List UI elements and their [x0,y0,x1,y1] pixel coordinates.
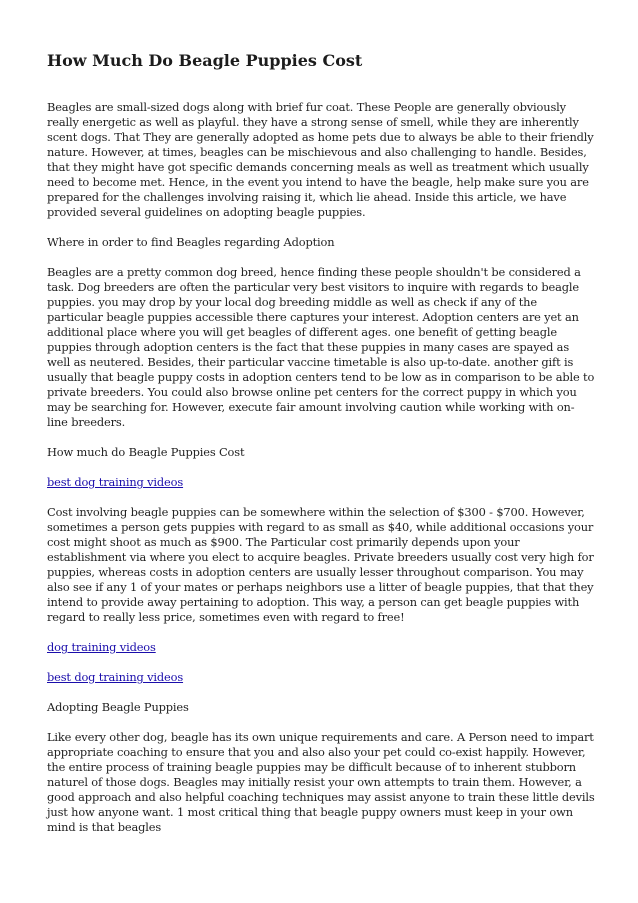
section-heading-adoption: Where in order to find Beagles regarding Adoption [47,235,335,249]
adopting-paragraph: Like every other dog, beagle has its own unique requirements and care. A Person need to impart appropriate coaching to ensure that you and also also your pet could co-exist happily. However, the entire process of training beagle puppies may be difficult because of to inherent stubborn naturel of those dogs. Beagles may initially resist your own attempts to train them. However, a good approach and also helpful coaching techniques may assist anyone to train these little devils just how anyone want. 1 most critical thing that beagle puppy owners must keep in your own mind is that beagles [47,730,595,834]
intro-paragraph: Beagles are small-sized dogs along with brief fur coat. These People are generally obviously really energetic as well as playful. they have a strong sense of smell, while they are inherently scent dogs. That They are generally adopted as home pets due to always be able to their friendly nature. However, at times, beagles can be mischievous and also challenging to handle. Besides, that they might have got specific demands concerning meals as well as treatment which usually need to become met. Hence, in the event you intend to have the beagle, help make sure you are prepared for the challenges involving raising it, which lie ahead. Inside this article, we have provided several guidelines on adopting beagle puppies. [47,100,594,219]
section-heading-cost: How much do Beagle Puppies Cost [47,445,245,459]
dog-training-videos-link[interactable]: dog training videos [47,640,156,654]
best-dog-training-videos-link[interactable]: best dog training videos [47,475,184,489]
section-heading-adopting: Adopting Beagle Puppies [47,700,189,714]
adoption-paragraph: Beagles are a pretty common dog breed, hence finding these people shouldn't be considered a task. Dog breeders are often the particular very best visitors to inquire with regards to beagle puppies. you may drop by your local dog breeding middle as well as check if any of the particular beagle puppies accessible there captures your interest. Adoption centers are yet an additional place where you will get beagles of different ages. one benefit of getting beagle puppies through adoption centers is the fact that these puppies in many cases are spayed as well as neutered. Besides, their particular vaccine timetable is also up-to-date. another gift is usually that beagle puppy costs in adoption centers tend to be low as in comparison to be able to private breeders. You could also browse online pet centers for the correct puppy in which you may be searching for. However, execute fair amount involving caution while working with on-line breeders. [47,265,595,429]
page-title: How Much Do Beagle Puppies Cost [47,51,363,70]
document-body [47,50,595,850]
best-dog-training-videos-link-2[interactable]: best dog training videos [47,670,184,684]
cost-paragraph: Cost involving beagle puppies can be somewhere within the selection of $300 - $700. However, sometimes a person gets puppies with regard to as small as $40, while additional occasions your cost might shoot as much as $900. The Particular cost primarily depends upon your establishment via where you elect to acquire beagles. Private breeders usually cost very high for puppies, whereas costs in adoption centers are usually lesser throughout comparison. You may also see if any 1 of your mates or perhaps neighbors use a litter of beagle puppies, that that they intend to provide away pertaining to adoption. This way, a person can get beagle puppies with regard to really less price, sometimes even with regard to free! [47,505,594,624]
